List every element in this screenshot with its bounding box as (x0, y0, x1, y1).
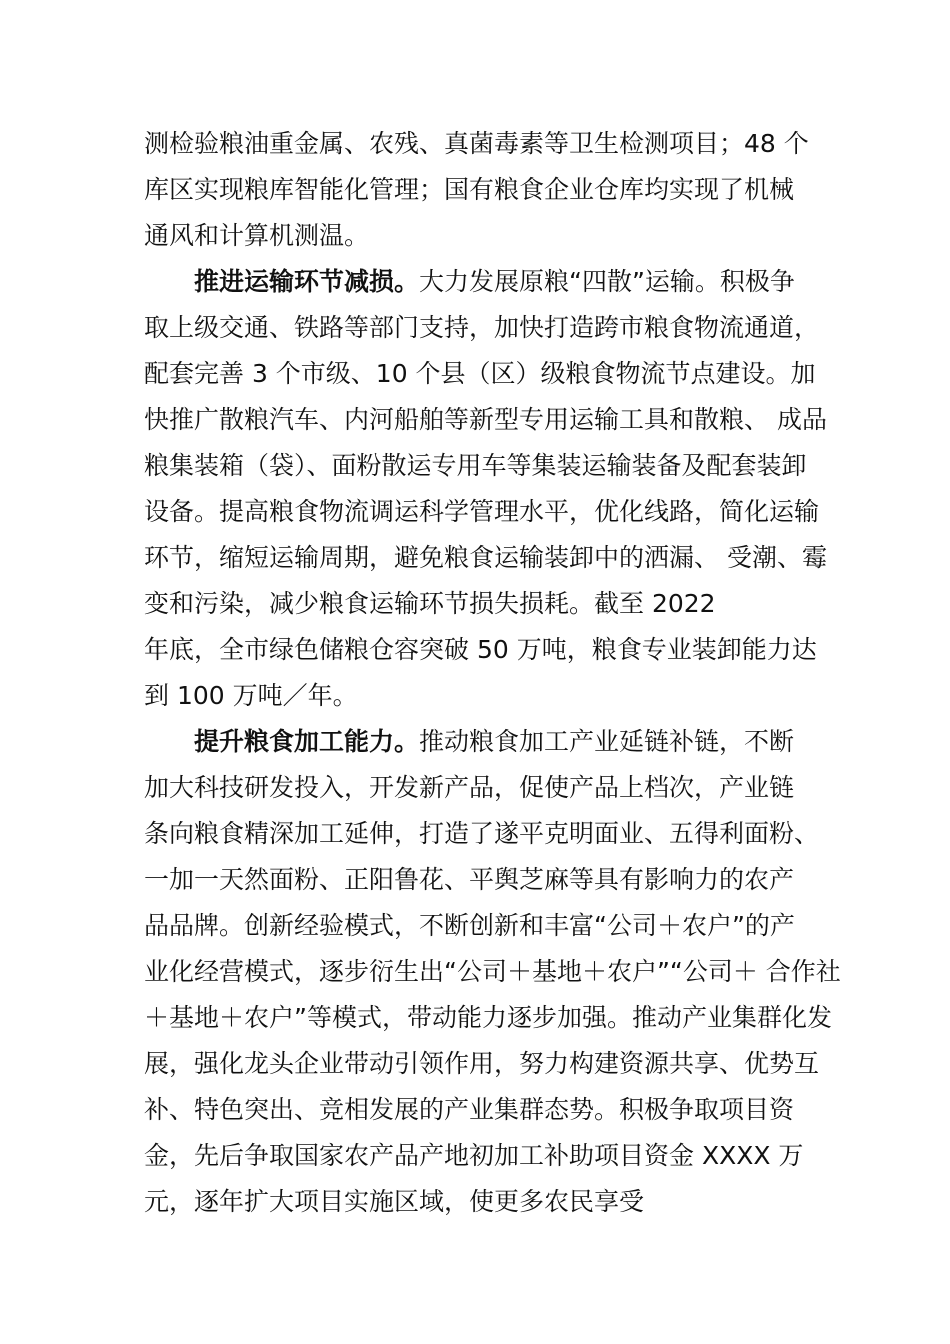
line-text: 库区实现粮库智能化管理；国有粮食企业仓库均实现了机械 (144, 175, 795, 204)
line-text: 年底，全市绿色储粮仓容突破 50 万吨，粮食专业装卸能力达 (144, 635, 817, 664)
text-line (144, 627, 817, 673)
text-line (144, 1041, 819, 1087)
text-line (144, 121, 809, 167)
text-line (144, 213, 369, 259)
line-text: 测检验粮油重金属、农残、真菌毒素等卫生检测项目；48 个 (144, 129, 809, 158)
paragraph-heading: 推进运输环节减损。 (194, 267, 420, 296)
text-line (144, 949, 841, 995)
line-text: 推动粮食加工产业延链补链，不断 (419, 727, 795, 756)
text-line (144, 673, 358, 719)
line-text: 快推广散粮汽车、内河船舶等新型专用运输工具和散粮、 成品 (144, 405, 827, 434)
line-text: 业化经营模式，逐步衍生出“公司＋基地＋农户”“公司＋ 合作社 (144, 957, 841, 986)
text-line (144, 1087, 794, 1133)
text-line (144, 995, 832, 1041)
paragraph-heading: 提升粮食加工能力。 (194, 727, 420, 756)
paragraph-start-line (194, 719, 794, 765)
text-line (144, 903, 795, 949)
line-text: 粮集装箱（袋）、面粉散运专用车等集装运输装备及配套装卸 (144, 451, 807, 480)
line-text: 设备。提高粮食物流调运科学管理水平，优化线路，简化运输 (144, 497, 820, 526)
line-text: 取上级交通、铁路等部门支持，加快打造跨市粮食物流通道， (144, 313, 820, 342)
line-text: 金，先后争取国家农产品产地初加工补助项目资金 XXXX 万 (144, 1141, 804, 1170)
line-text: 大力发展原粮“四散”运输。积极争 (419, 267, 795, 296)
text-line (144, 397, 827, 443)
text-line (144, 489, 819, 535)
text-line (144, 443, 807, 489)
text-line (144, 305, 819, 351)
line-text: 一加一天然面粉、正阳鲁花、平舆芝麻等具有影响力的农产 (144, 865, 795, 894)
text-line (144, 351, 816, 397)
text-line (144, 811, 819, 857)
text-line (144, 167, 794, 213)
line-text: 环节，缩短运输周期，避免粮食运输装卸中的洒漏、 受潮、霉 (144, 543, 827, 572)
line-text: 品品牌。创新经验模式，不断创新和丰富“公司＋农户”的产 (144, 911, 795, 940)
line-text: 加大科技研发投入，开发新产品，促使产品上档次，产业链 (144, 773, 795, 802)
text-line (144, 1133, 803, 1179)
line-text: 条向粮食精深加工延伸，打造了遂平克明面业、五得利面粉、 (144, 819, 820, 848)
text-line (144, 857, 794, 903)
line-text: 通风和计算机测温。 (144, 221, 370, 250)
text-line (144, 535, 827, 581)
line-text: 配套完善 3 个市级、10 个县（区）级粮食物流节点建设。加 (144, 359, 816, 388)
line-text: 到 100 万吨／年。 (144, 681, 358, 710)
line-text: 元，逐年扩大项目实施区域，使更多农民享受 (144, 1187, 645, 1216)
text-line (144, 765, 794, 811)
line-text: 展，强化龙头企业带动引领作用，努力构建资源共享、优势互 (144, 1049, 820, 1078)
line-text: 补、特色突出、竞相发展的产业集群态势。积极争取项目资 (144, 1095, 795, 1124)
text-line (144, 581, 716, 627)
line-text: 变和污染，减少粮食运输环节损失损耗。截至 2022 (144, 589, 716, 618)
text-line (144, 1179, 644, 1225)
paragraph-start-line (194, 259, 795, 305)
line-text: ＋基地＋农户”等模式，带动能力逐步加强。推动产业集群化发 (144, 1003, 832, 1032)
